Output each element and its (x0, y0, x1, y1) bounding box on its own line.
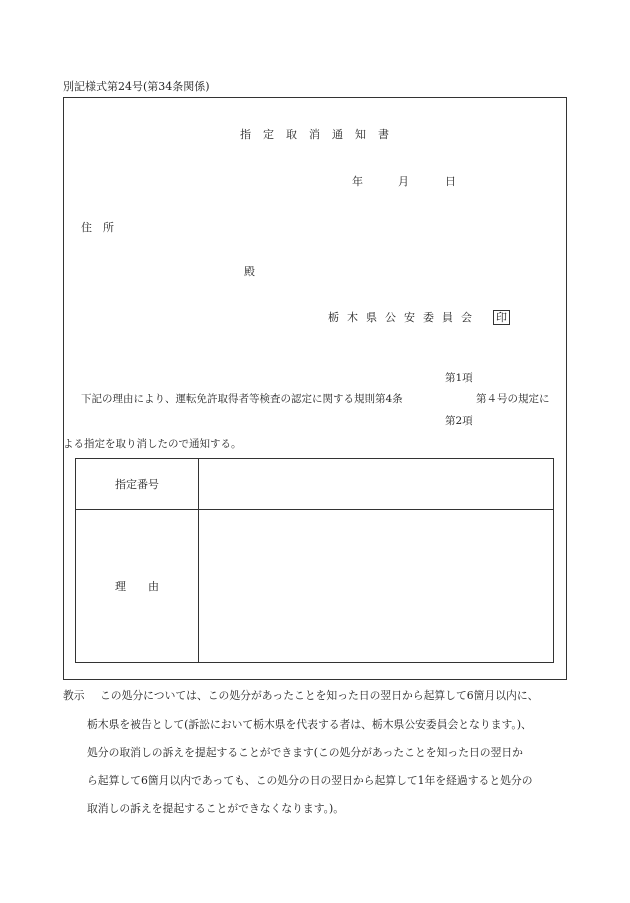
date-year: 年 (352, 175, 363, 188)
form-label: 別記様式第24号(第34条関係) (63, 80, 210, 93)
designation-table (75, 458, 554, 663)
body-line-1a: 下記の理由により、運転免許取得者等検査の認定に関する規則第4条 (81, 393, 403, 405)
body-line-2: よる指定を取り消したので通知する。 (63, 438, 242, 450)
address-label: 住 所 (81, 221, 114, 234)
number-value (199, 459, 554, 510)
addressee-suffix: 殿 (244, 265, 255, 278)
notice-lead: 教示 (63, 689, 85, 702)
notice-line-5: 取消しの訴えを提起することができなくなります。)。 (87, 802, 345, 815)
document-title: 指定取消通知書 (240, 128, 401, 141)
date-month: 月 (398, 175, 409, 188)
notice-line-2: 栃木県を被告として(訴訟において栃木県を代表する者は、栃木県公安委員会となります。)、 (87, 718, 532, 731)
number-label: 指定番号 (76, 459, 199, 510)
reason-label: 理 由 (76, 510, 199, 663)
table-row (76, 510, 554, 663)
date-day: 日 (445, 175, 456, 188)
notice-line-4: ら起算して6箇月以内であっても、この処分の日の翌日から起算して1年を経過すると処分の (87, 774, 533, 787)
body-item-1: 第1項 (445, 372, 473, 384)
notice-line-1: この処分については、この処分があったことを知った日の翌日から起算して6箇月以内に、 (100, 689, 539, 702)
issuer-name: 栃木県公安委員会 (328, 311, 480, 324)
notice-line-3: 処分の取消しの訴えを提起することができます(この処分があったことを知った日の翌日か (87, 746, 523, 759)
issuer-line (328, 310, 510, 325)
table-row (76, 459, 554, 510)
reason-value (199, 510, 554, 663)
seal-mark: 印 (493, 310, 510, 325)
body-line-1b: 第４号の規定に (476, 393, 550, 405)
body-item-2: 第2項 (445, 415, 473, 427)
